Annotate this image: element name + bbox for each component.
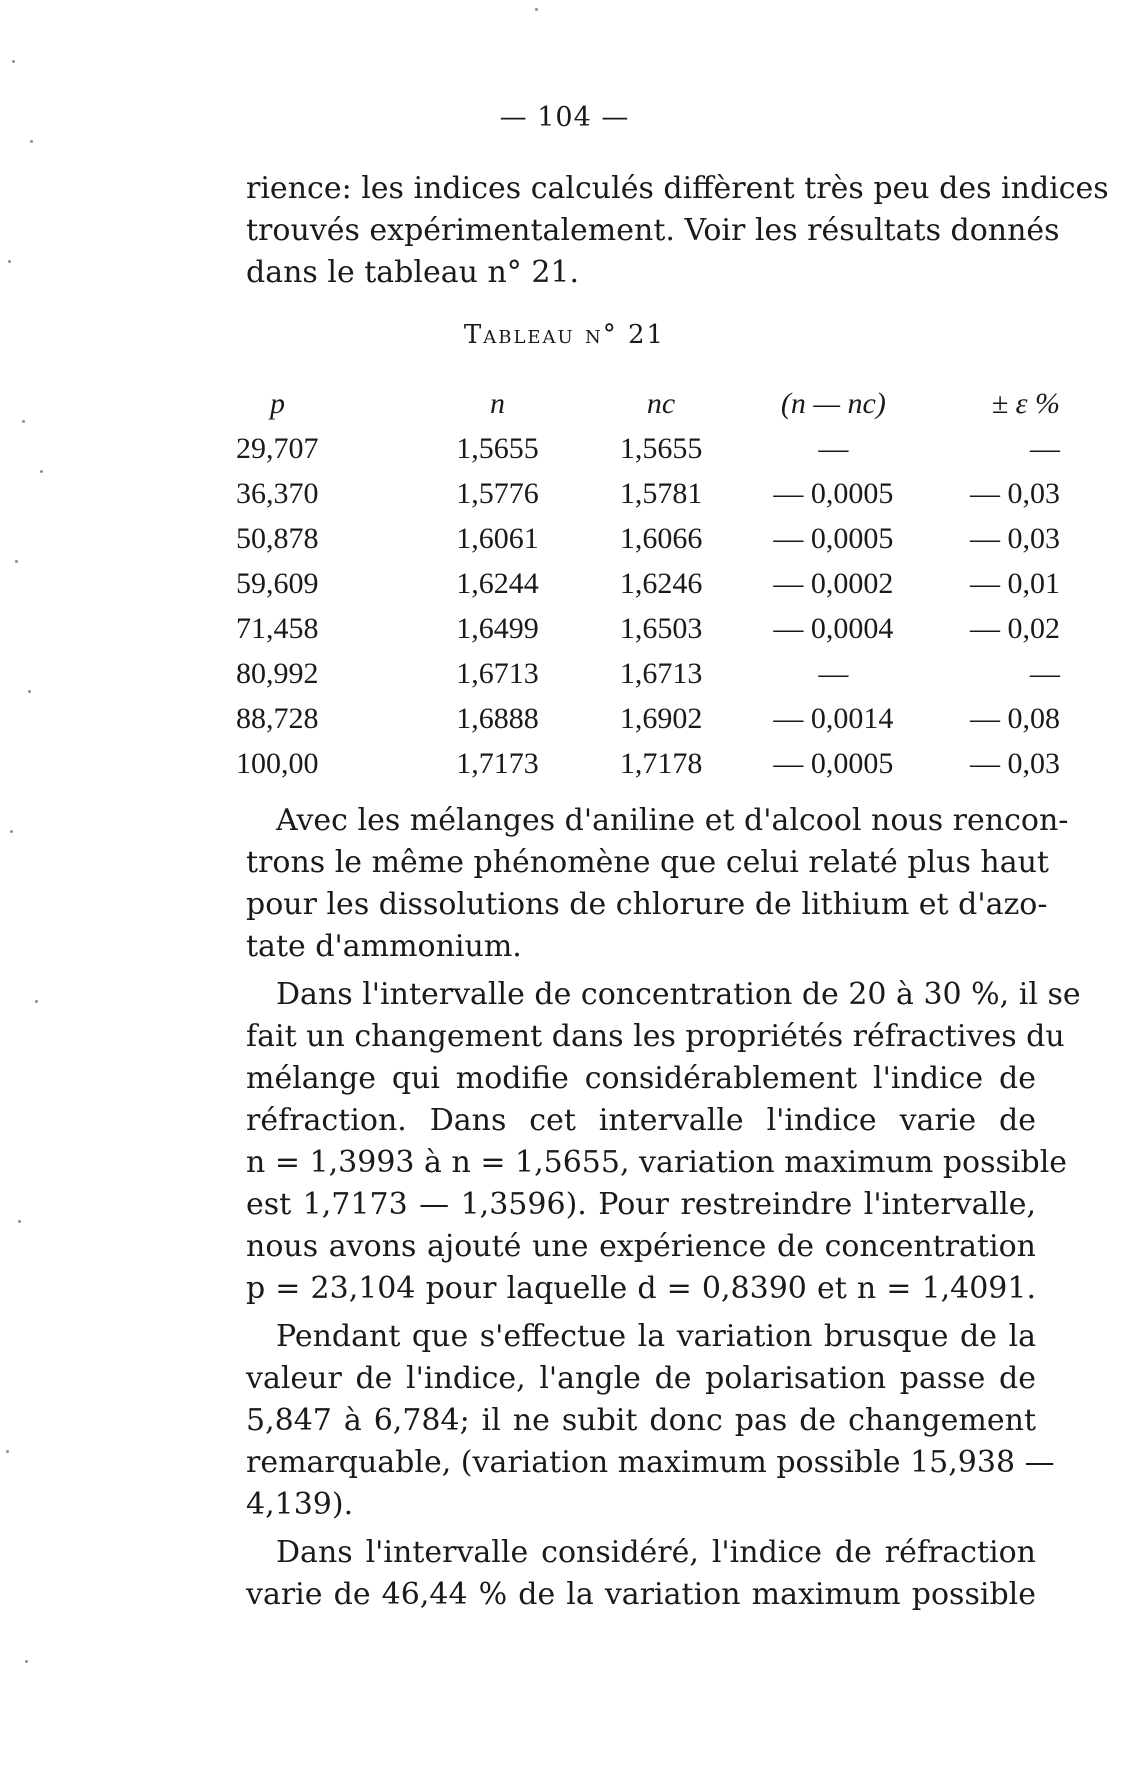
cell-epsilon: —: [1030, 431, 1060, 465]
text-line: Pendant que s'effectue la variation brusque de la: [276, 1319, 1036, 1354]
paragraph: [246, 1532, 1036, 1616]
column-header-epsilon: ± ε %: [991, 387, 1060, 420]
cell-n: 1,6713: [456, 656, 539, 690]
cell-nc: 1,6246: [619, 566, 703, 600]
scan-speckle: [8, 260, 11, 263]
cell-epsilon: — 0,02: [970, 611, 1060, 645]
cell-difference: — 0,0014: [773, 701, 894, 735]
text-line: 5,847 à 6,784; il ne subit donc pas de changement: [246, 1403, 1036, 1438]
text-line: réfraction. Dans cet intervalle l'indice varie de: [246, 1103, 1036, 1138]
intro-paragraph: [246, 168, 1109, 294]
column-header-nc: nc: [646, 387, 676, 420]
cell-epsilon: — 0,01: [970, 566, 1060, 600]
text-line: n = 1,3993 à n = 1,5655, variation maximum possible: [246, 1145, 1068, 1180]
text-line: pour les dissolutions de chlorure de lithium et d'azo-: [246, 887, 1048, 922]
text-line: est 1,7173 — 1,3596). Pour restreindre l'intervalle,: [246, 1187, 1036, 1222]
cell-difference: — 0,0004: [773, 611, 894, 645]
paragraph: [246, 800, 1069, 968]
text-line: Dans l'intervalle de concentration de 20 à 30 %, il se: [276, 977, 1081, 1012]
cell-n: 1,7173: [456, 746, 539, 780]
text-line: mélange qui modifie considérablement l'indice de: [246, 1061, 1036, 1096]
cell-epsilon: — 0,03: [970, 521, 1060, 555]
text-line: nous avons ajouté une expérience de concentration: [246, 1229, 1036, 1264]
column-header-difference: (n — nc): [780, 387, 886, 420]
cell-n: 1,6061: [456, 521, 539, 555]
cell-difference: — 0,0002: [773, 566, 894, 600]
table-row: [236, 606, 1066, 651]
cell-epsilon: — 0,08: [970, 701, 1060, 735]
scan-speckle: [22, 420, 25, 423]
cell-difference: —: [818, 431, 849, 465]
body-text: [246, 800, 1081, 1616]
text-line: valeur de l'indice, l'angle de polarisation passe de: [246, 1361, 1036, 1396]
scan-speckle: [40, 470, 43, 473]
scan-speckle: [12, 60, 15, 63]
cell-difference: — 0,0005: [773, 746, 894, 780]
paragraph: [246, 1316, 1055, 1526]
cell-n: 1,5776: [456, 476, 539, 510]
table-row: [236, 651, 1066, 696]
cell-nc: 1,7178: [619, 746, 703, 780]
text-line: tate d'ammonium.: [246, 929, 522, 964]
text-line: Dans l'intervalle considéré, l'indice de réfraction: [276, 1535, 1036, 1570]
cell-p: 29,707: [236, 431, 319, 465]
cell-nc: 1,6066: [619, 521, 703, 555]
table-caption: Tableau n° 21: [463, 320, 666, 350]
table-header-row: [236, 382, 1066, 426]
cell-nc: 1,5655: [619, 431, 703, 465]
cell-difference: — 0,0005: [773, 476, 894, 510]
cell-nc: 1,6902: [619, 701, 703, 735]
table-row: [236, 561, 1066, 606]
cell-n: 1,6888: [456, 701, 539, 735]
text-line: varie de 46,44 % de la variation maximum possible: [246, 1577, 1036, 1612]
cell-n: 1,5655: [456, 431, 539, 465]
table-row: [236, 741, 1066, 786]
cell-epsilon: —: [1030, 656, 1060, 690]
text-line: 4,139).: [246, 1487, 354, 1522]
scan-speckle: [15, 560, 18, 563]
scan-speckle: [6, 1450, 9, 1453]
cell-p: 100,00: [236, 746, 319, 780]
text-line: trons le même phénomène que celui relaté plus haut: [246, 845, 1049, 880]
table-row: [236, 426, 1066, 471]
cell-n: 1,6244: [456, 566, 539, 600]
text-line: trouvés expérimentalement. Voir les résultats donnés: [246, 213, 1060, 248]
table-row: [236, 516, 1066, 561]
cell-difference: — 0,0005: [773, 521, 894, 555]
cell-epsilon: — 0,03: [970, 476, 1060, 510]
text-line: dans le tableau n° 21.: [246, 255, 580, 290]
scan-speckle: [535, 8, 538, 11]
table-row: [236, 471, 1066, 516]
text-line: p = 23,104 pour laquelle d = 0,8390 et n = 1,4091.: [246, 1271, 1036, 1306]
cell-nc: 1,6713: [619, 656, 703, 690]
text-line: fait un changement dans les propriétés réfractives du: [246, 1019, 1065, 1054]
paragraph: [246, 974, 1081, 1310]
scan-speckle: [28, 690, 31, 693]
cell-p: 88,728: [236, 701, 319, 735]
column-header-n: n: [489, 387, 505, 420]
cell-nc: 1,5781: [619, 476, 703, 510]
cell-nc: 1,6503: [619, 611, 703, 645]
text-line: remarquable, (variation maximum possible 15,938 —: [246, 1445, 1055, 1480]
scan-speckle: [18, 1220, 21, 1223]
text-line: rience: les indices calculés diffèrent très peu des indices: [246, 171, 1109, 206]
scan-speckle: [10, 830, 13, 833]
cell-p: 50,878: [236, 521, 319, 555]
page-number: — 104 —: [499, 102, 630, 133]
column-header-p: p: [270, 387, 285, 420]
cell-p: 80,992: [236, 656, 319, 690]
text-line: Avec les mélanges d'aniline et d'alcool nous rencon-: [276, 803, 1069, 838]
scan-speckle: [25, 1660, 28, 1663]
cell-epsilon: — 0,03: [970, 746, 1060, 780]
data-table: [236, 382, 1066, 786]
table-row: [236, 696, 1066, 741]
cell-p: 59,609: [236, 566, 319, 600]
cell-n: 1,6499: [456, 611, 539, 645]
scan-speckle: [30, 140, 33, 143]
cell-p: 36,370: [236, 476, 319, 510]
scan-speckle: [35, 1000, 38, 1003]
cell-difference: —: [818, 656, 849, 690]
cell-p: 71,458: [236, 611, 319, 645]
